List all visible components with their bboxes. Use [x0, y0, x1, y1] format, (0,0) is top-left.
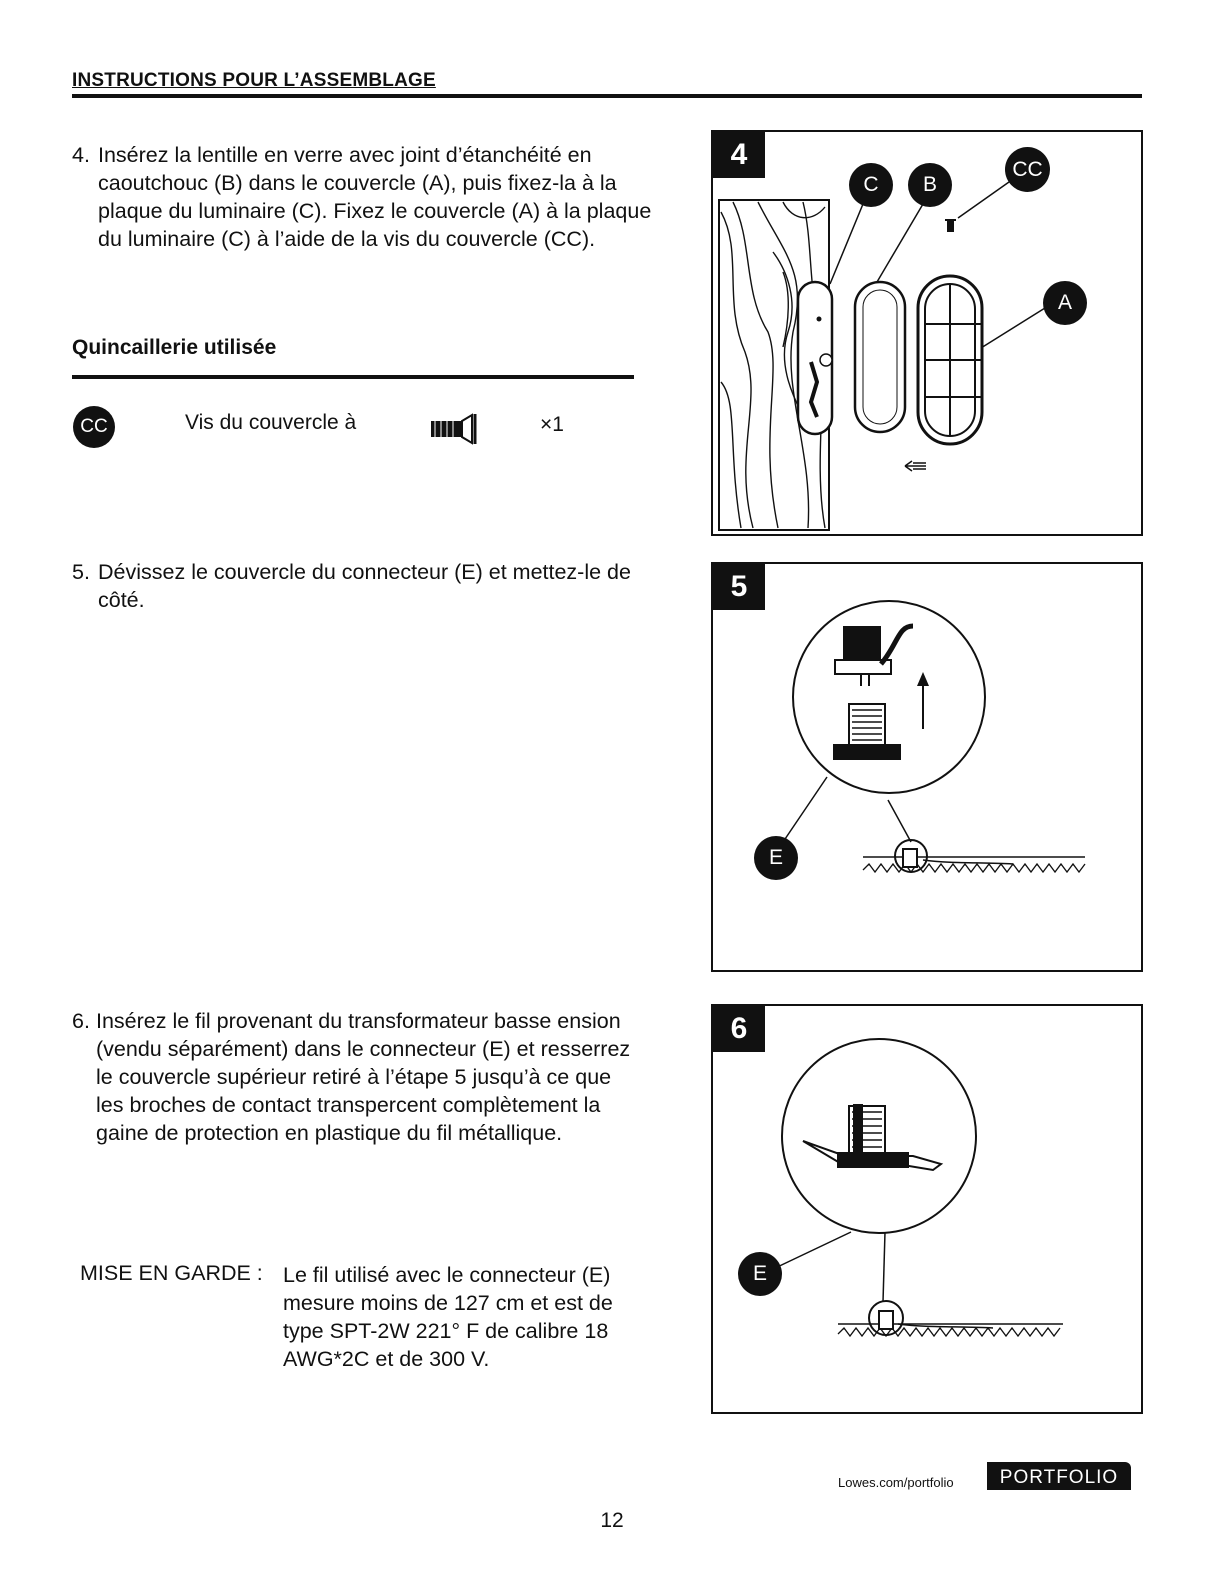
figure-6-drawing: [713, 1006, 1145, 1416]
step-5-number: 5.: [72, 560, 90, 584]
step-6-number: 6.: [72, 1009, 90, 1033]
figure-4-label-a: A: [1043, 281, 1087, 325]
figure-4-label-cc: CC: [1005, 147, 1050, 192]
figure-4-label-c: C: [849, 163, 893, 207]
figure-step-4: [711, 130, 1143, 536]
step-6-text: Insérez le fil provenant du transformateur basse ension (vendu séparément) dans le connecteur (E) et resserrez le couvercle supérieur retiré à l’étape 5 jusqu’à ce que les broches de contact transpercent complètement la gaine de protection en plastique du fil métallique.: [96, 1009, 631, 1145]
figure-6-label-e: E: [738, 1252, 782, 1296]
figure-step-6: [711, 1004, 1143, 1414]
figure-5-label-e: E: [754, 836, 798, 880]
step-5-text: Dévissez le couvercle du connecteur (E) et mettez-le de côté.: [98, 560, 631, 612]
warning-label: MISE EN GARDE :: [80, 1261, 263, 1285]
footer-url[interactable]: Lowes.com/portfolio: [838, 1475, 954, 1490]
screw-icon: [428, 412, 480, 446]
figure-6-step-number: 6: [713, 1006, 765, 1052]
figure-4-label-b: B: [908, 163, 952, 207]
figure-5-drawing: [713, 564, 1145, 974]
step-4-number: 4.: [72, 143, 90, 167]
hardware-title: Quincaillerie utilisée: [72, 336, 277, 359]
step-6-instruction: [72, 1007, 632, 1147]
figure-5-step-number: 5: [713, 564, 765, 610]
warning-text: Le fil utilisé avec le connecteur (E) mesure moins de 127 cm et est de type SPT-2W 221° F de calibre 18 AWG*2C et de 300 V.: [283, 1263, 613, 1371]
hardware-quantity: ×1: [540, 413, 564, 436]
section-title: INSTRUCTIONS POUR L’ASSEMBLAGE: [72, 70, 436, 91]
figure-4-step-number: 4: [713, 132, 765, 178]
hardware-label: Vis du couvercle à: [185, 411, 357, 434]
page-number: 12: [600, 1509, 624, 1532]
portfolio-logo: PORTFOLIO: [987, 1462, 1131, 1490]
section-header: [72, 70, 1142, 98]
step-4-instruction: [72, 141, 672, 253]
hardware-divider: [72, 375, 634, 379]
figure-step-5: [711, 562, 1143, 972]
step-5-instruction: [72, 558, 672, 614]
hardware-badge-cc: CC: [73, 406, 115, 448]
step-4-text: Insérez la lentille en verre avec joint d’étanchéité en caoutchouc (B) dans le couvercle (A), puis fixez-la à la plaque du luminaire (C). Fixez le couvercle (A) à la plaque du luminaire (C) à l’aide de la vis du couvercle (CC).: [98, 143, 652, 251]
